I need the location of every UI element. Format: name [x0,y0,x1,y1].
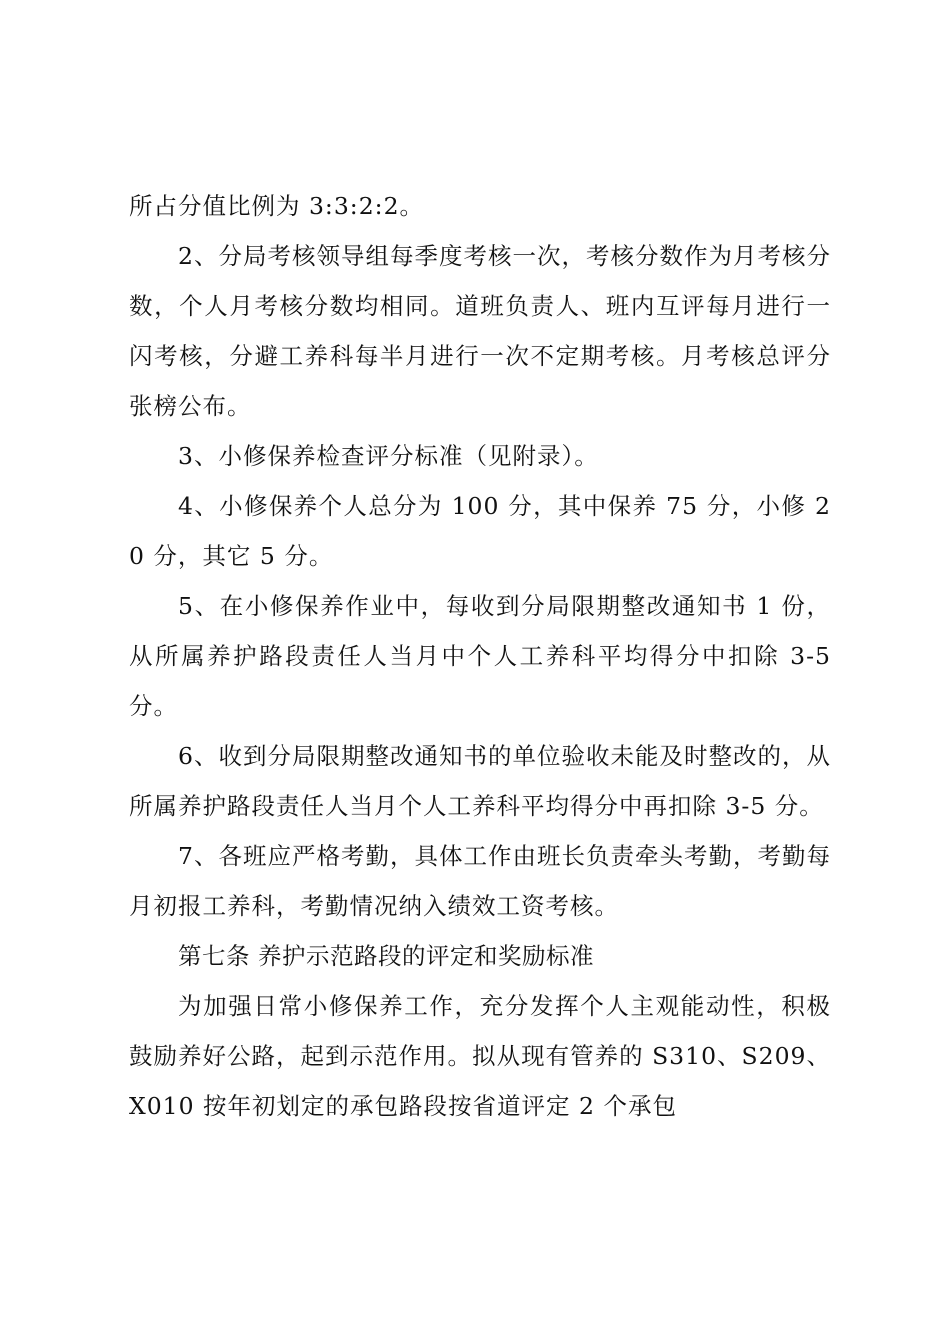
paragraph-item-2: 2、分局考核领导组每季度考核一次，考核分数作为月考核分数，个人月考核分数均相同。道班负责人、班内互评每月进行一闪考核，分避工养科每半月进行一次不定期考核。月考核总评分张榜公布。 [129,242,831,420]
paragraph-demo-section: 为加强日常小修保养工作，充分发挥个人主观能动性，积极鼓励养好公路，起到示范作用。拟从现有管养的 S310、S209、X010 按年初划定的承包路段按省道评定 2 个承包 [129,992,831,1120]
paragraph-item-4: 4、小修保养个人总分为 100 分，其中保养 75 分，小修 20 分，其它 5 分。 [129,492,831,570]
paragraph-ratio: 所占分值比例为 3:3:2:2。 [129,192,425,220]
paragraph-item-6: 6、收到分局限期整改通知书的单位验收未能及时整改的，从所属养护路段责任人当月个人工养科平均得分中再扣除 3-5 分。 [129,742,831,820]
paragraph-item-7: 7、各班应严格考勤，具体工作由班长负责牵头考勤，考勤每月初报工养科，考勤情况纳入绩效工资考核。 [129,842,831,920]
paragraph-item-3: 3、小修保养检查评分标准（见附录）。 [178,442,599,470]
document-body [129,181,831,1131]
section-heading-article-7: 第七条 养护示范路段的评定和奖励标准 [178,942,594,970]
paragraph-item-5: 5、在小修保养作业中，每收到分局限期整改通知书 1 份，从所属养护路段责任人当月中个人工养科平均得分中扣除 3-5 分。 [129,592,831,720]
